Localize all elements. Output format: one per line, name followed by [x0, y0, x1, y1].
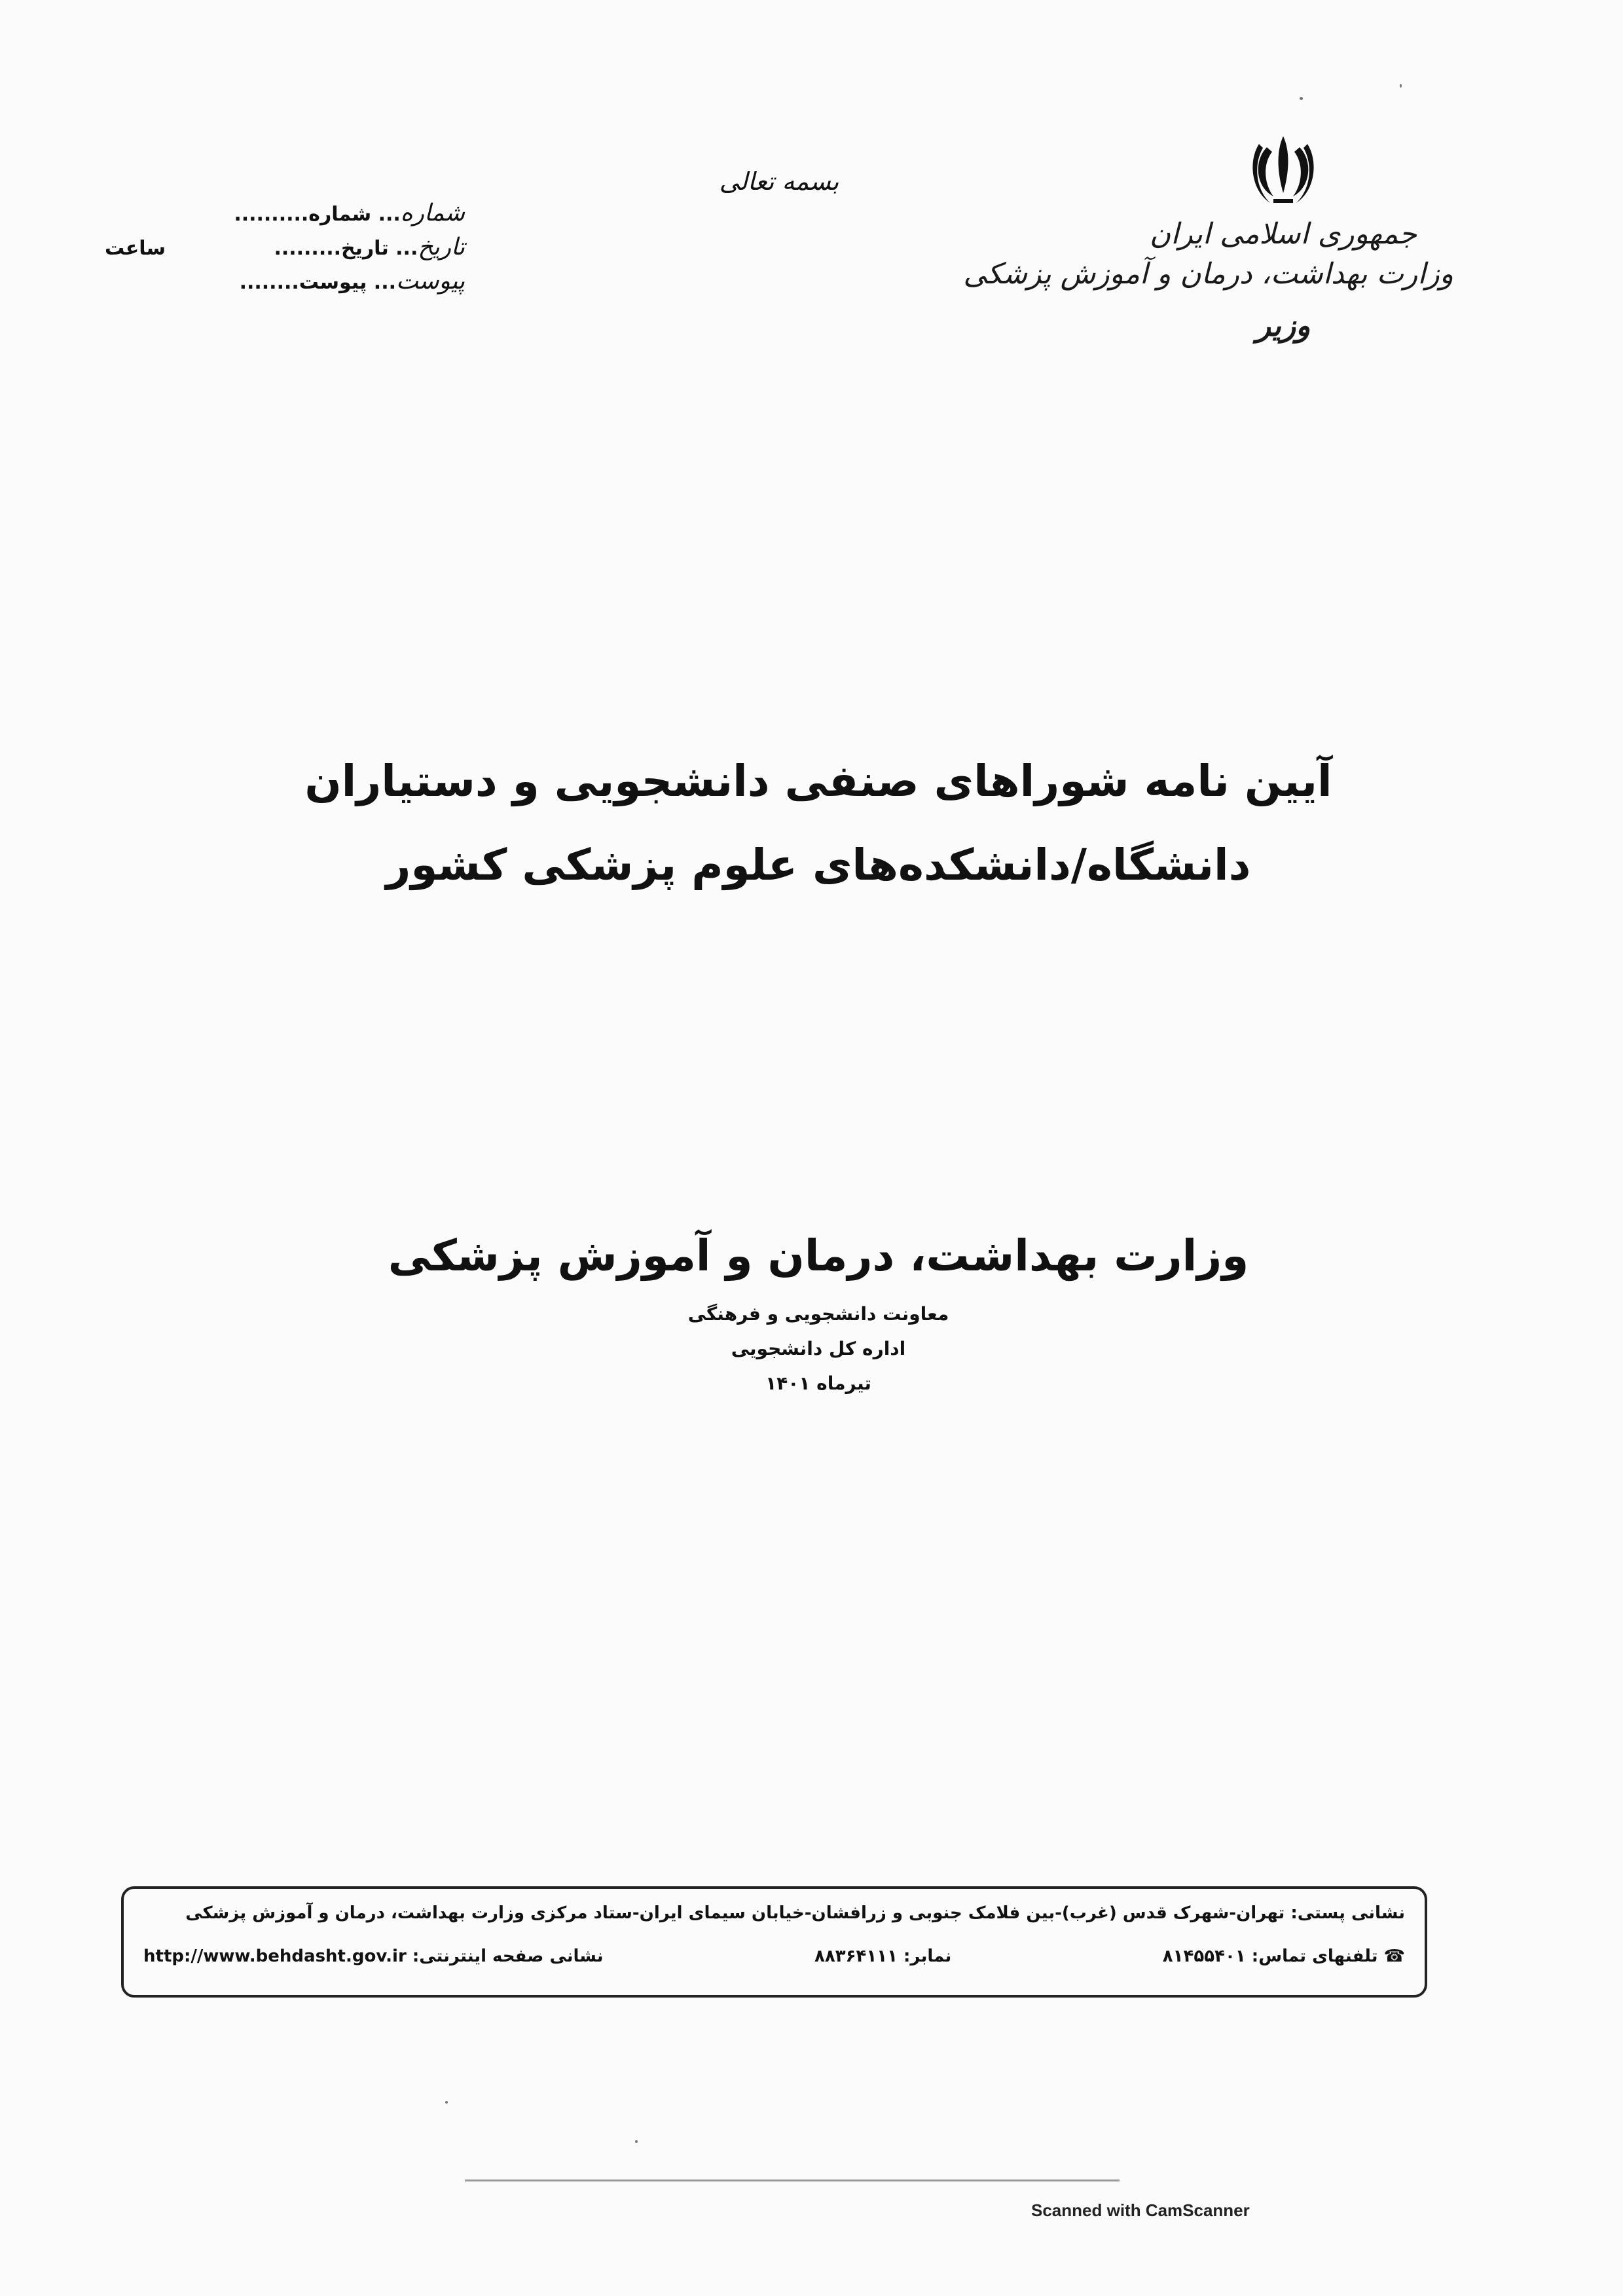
ministry-handwriting: وزارت بهداشت، درمان و آموزش پزشکی — [963, 257, 1453, 291]
iran-emblem-icon — [1247, 131, 1319, 209]
scan-dust — [1300, 97, 1303, 100]
issue-date: تیرماه ۱۴۰۱ — [765, 1372, 871, 1394]
ref-attachment-row: پیوست... پیوست........ — [239, 268, 465, 295]
title-line-2: دانشگاه/دانشکده‌های علوم پزشکی کشور — [386, 840, 1251, 890]
scan-dust — [1400, 84, 1402, 88]
scanner-watermark: Scanned with CamScanner — [1031, 2200, 1250, 2220]
ministry-name: وزارت بهداشت، درمان و آموزش پزشکی — [388, 1230, 1249, 1281]
ref-number-label: شماره.......... — [234, 203, 372, 226]
footer-phone — [1163, 1946, 1405, 1966]
ref-attachment-handwriting: پیوست — [396, 268, 465, 295]
reference-fields — [216, 196, 465, 298]
footer-contacts — [143, 1946, 1405, 1966]
ref-number-handwriting: شماره — [400, 200, 465, 226]
footer-website — [143, 1946, 603, 1966]
footer-address: نشانی پستی: تهران-شهرک قدس (غرب)-بین فلامک جنوبی و زرافشان-خیابان سیمای ایران-ستاد مرکزی وزارت بهداشت، درمان و آموزش پزشکی — [185, 1903, 1405, 1923]
organization-block — [196, 1230, 1440, 1394]
footer-website-label: نشانی صفحه اینترنتی: — [412, 1946, 604, 1966]
letterhead-emblem-block — [963, 131, 1453, 419]
scan-artifact-line — [465, 2179, 1120, 2181]
deputy-name: معاونت دانشجویی و فرهنگی — [687, 1303, 949, 1325]
footer-fax: نمابر: ۸۸۳۶۴۱۱۱ — [814, 1946, 952, 1966]
ref-date-handwriting: تاریخ — [418, 234, 465, 260]
basmala: بسمه تعالی — [719, 167, 839, 196]
telephone-icon: ☎ — [1383, 1946, 1405, 1966]
footer-contact-box — [121, 1886, 1427, 1998]
scan-dust — [635, 2140, 638, 2143]
footer-website-link[interactable]: http://www.behdasht.gov.ir — [143, 1946, 407, 1966]
scan-dust — [445, 2101, 448, 2104]
ref-date-row: تاریخ... تاریخ......... — [274, 234, 465, 260]
minister-handwriting: وزیر — [1256, 308, 1311, 343]
document-title — [196, 740, 1440, 907]
ref-number-row: شماره... شماره.......... — [234, 200, 465, 226]
time-label: ساعت — [105, 237, 166, 260]
ref-date-label: تاریخ......... — [274, 237, 389, 260]
ref-attachment-label: پیوست........ — [239, 271, 367, 294]
footer-phone-text: تلفنهای تماس: ۸۱۴۵۵۴۰۱ — [1162, 1946, 1378, 1966]
republic-handwriting: جمهوری اسلامی ایران — [1149, 217, 1417, 251]
department-name: اداره کل دانشجویی — [731, 1338, 906, 1359]
title-line-1: آیین نامه شوراهای صنفی دانشجویی و دستیاران — [304, 756, 1332, 806]
